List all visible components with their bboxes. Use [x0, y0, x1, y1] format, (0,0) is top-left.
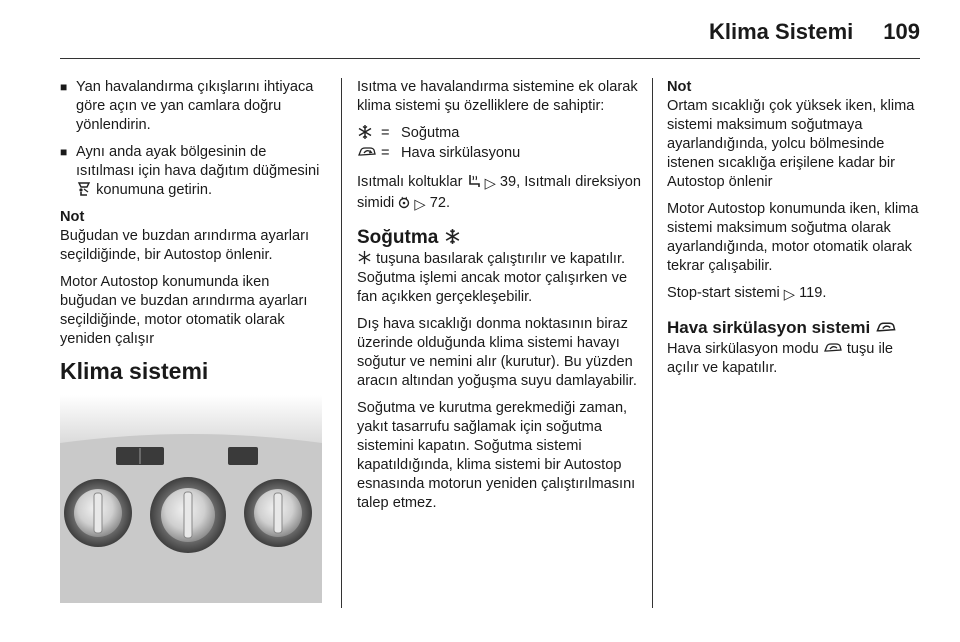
bullet-square-icon: ■ [60, 145, 68, 159]
note-text: Ortam sıcaklığı çok yüksek iken, klima sistemi maksimum soğutmaya ayarlandığında, yolcu bölmesinde istenen sıcaklığa erişilene kadar bir Autostop önlenir [667, 98, 915, 190]
column-divider-1 [341, 78, 342, 608]
recirculation-icon [357, 145, 377, 159]
cooling-text: Dış hava sıcaklığı donma noktasının biraz üzerinde olduğunda klima sistemi havayı soğutur ve nemini alır (kurutur). Bu yüzden aracın altından yoğuşma suyu damlayabilir. [357, 316, 637, 389]
cooling-text: tuşuna basılarak çalıştırılır ve kapatılır. Soğutma işlemi ancak motor çalışırken ve fan açıkken gerçekleşebilir. [357, 251, 628, 305]
legend-symbol [357, 144, 381, 163]
header-rule [60, 58, 920, 59]
heated-seat-icon [467, 174, 481, 188]
cooling-text: Soğutma ve kurutma gerekmediği zaman, yakıt tasarrufu sağlamak için soğutma sistemini kapatın. Soğutma sistemi kapatıldığında, klima sistemi bir Autostop esnasında motorun yeniden çalıştırılmasını talep etmez. [357, 400, 636, 511]
legend-equals: = [381, 125, 390, 141]
heated-features-text: Isıtmalı koltuklar ▷ 39, Isıtmalı direksiyon simidi ▷ 72. [357, 174, 642, 213]
heated-steering-wheel-icon [398, 196, 410, 209]
snowflake-icon [357, 250, 372, 265]
page-number: 109 [883, 19, 920, 44]
bullet-square-icon: ■ [60, 80, 68, 94]
snowflake-icon [444, 228, 461, 245]
recirculation-icon [875, 320, 897, 335]
section-heading: Klima sistemi [60, 358, 209, 384]
legend-label: Hava sirkülasyonu [401, 145, 521, 161]
list-item: ■ Aynı anda ayak bölgesinin de ısıtılması için hava dağıtım düğmesini konumuna getirin. [60, 144, 320, 198]
note-heading: Not [667, 79, 692, 95]
symbol-legend [357, 124, 643, 163]
page-reference-arrow-icon: ▷ [484, 176, 496, 192]
page-reference-arrow-icon: ▷ [414, 197, 426, 213]
recirculation-heading: Hava sirkülasyon sistemi [667, 317, 925, 338]
recirculation-text: Hava sirkülasyon modu tuşu ile açılır ve kapatılır. [667, 341, 894, 376]
intro-text: Isıtma ve havalandırma sistemine ek olarak klima sistemi şu özelliklere de sahiptir: [357, 79, 638, 114]
legend-label: Soğutma [401, 125, 460, 141]
climate-control-panel-illustration [60, 395, 322, 603]
note-text: Motor Autostop konumunda iken, klima sistemi maksimum soğutma olarak ayarlandığında, motor otomatik olarak tekrar çalışabilir. [667, 201, 919, 274]
note-text: Buğudan ve buzdan arındırma ayarları seçildiğinde, bir Autostop önlenir. [60, 228, 310, 263]
list-item: ■ Yan havalandırma çıkışlarını ihtiyaca göre açın ve yan camlara doğru yönlendirin. [60, 79, 314, 133]
stop-start-reference: Stop-start sistemi ▷ 119. [667, 285, 827, 303]
footwell-windscreen-icon [76, 181, 92, 196]
column-divider-2 [652, 78, 653, 608]
recirculation-icon [823, 341, 843, 355]
cooling-heading: Soğutma [357, 227, 643, 248]
page-reference-arrow-icon: ▷ [783, 287, 796, 303]
note-heading: Not [60, 209, 85, 225]
snowflake-icon [357, 124, 373, 140]
column-2 [357, 78, 643, 521]
column-1 [60, 78, 328, 603]
legend-symbol [357, 124, 381, 144]
legend-equals: = [381, 145, 390, 161]
column-3 [667, 78, 925, 386]
page-header [709, 14, 920, 50]
page-title: Klima Sistemi [709, 19, 854, 44]
note-text: Motor Autostop konumunda iken buğudan ve buzdan arındırma ayarları seçildiğinde, motor otomatik olarak yeniden çalışır [60, 274, 308, 347]
